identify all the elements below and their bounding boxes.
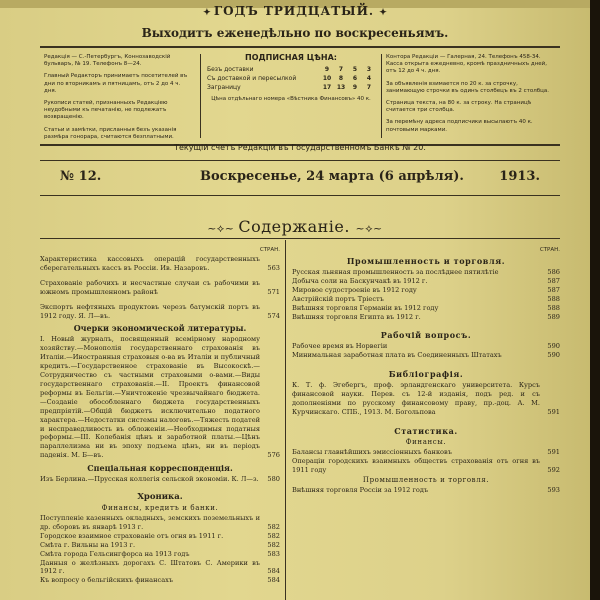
toc-entry-title: Балансы главнѣйшихъ эмиссіонныхъ банковъ: [292, 447, 452, 456]
section-heading-chronicle: Хроника.: [137, 492, 183, 503]
toc-entry[interactable]: [40, 303, 280, 321]
toc-entry-page: 590: [547, 342, 560, 351]
subsection-heading-industry-trade: Промышленность и торговля.: [362, 475, 490, 484]
toc-entry[interactable]: [40, 550, 280, 559]
price-row: [206, 74, 376, 83]
ornament-left-icon: ✦: [203, 8, 214, 18]
issue-number: № 12.: [60, 169, 102, 184]
info-right-1: Контора Редакціи — Галерная, 24. Телефонъ 458-34. Касса открыта ежедневно, кромѣ праздничныхъ дней, отъ 12 до 4 ч. дня.: [386, 54, 548, 75]
section-heading-correspondence: Спеціальная корреспонденція.: [87, 463, 233, 474]
column-divider: [285, 240, 286, 600]
toc-entry-title: Страхованіе рабочихъ и несчастные случаи съ рабочими въ южномъ промышленномъ районѣ: [40, 278, 260, 296]
toc-entry-title: Смѣта г. Вильны на 1913 г.: [40, 540, 136, 549]
info-left-1: Редакція — С.-Петербургъ, Коннозаводскій бульваръ, № 19. Телефонъ 8—24.: [44, 54, 171, 68]
price-value: 9: [324, 66, 330, 74]
section-heading-labor: Рабочій вопросъ.: [380, 330, 472, 341]
contents-rule: [40, 238, 560, 239]
toc-entry[interactable]: [292, 448, 560, 457]
price-value: 9: [352, 84, 358, 92]
subsection-heading-finance: Финансы, кредитъ и банки.: [101, 504, 219, 513]
toc-entry-page: 591: [547, 447, 560, 456]
year-text: ГОДЪ ТРИДЦАТЫЙ.: [213, 4, 375, 18]
price-value: 8: [338, 75, 344, 83]
toc-entry-page: 563: [267, 263, 280, 272]
info-left-3: Рукописи статей, признанныхъ Редакціею неудобными къ печатанію, не подлежатъ возвращенію.: [44, 100, 168, 121]
toc-entry-title: Городское взаимное страхованіе отъ огня въ 1911 г.: [40, 531, 224, 540]
toc-entry-page: 582: [267, 531, 280, 540]
toc-entry-page: 582: [267, 540, 280, 549]
year-line: [0, 4, 590, 18]
publication-info-box: [40, 46, 560, 146]
toc-entry-page: 589: [547, 312, 560, 321]
toc-entry-title: Операціи городскихъ взаимныхъ обществъ страхованія отъ огня въ 1911 году: [292, 456, 540, 474]
toc-entry-page: 591: [547, 407, 560, 416]
toc-entry-page: 593: [547, 485, 560, 494]
toc-entry-page: 582: [267, 522, 280, 531]
price-row: [206, 65, 376, 74]
toc-entry-title: Къ вопросу о бельгійскихъ финансахъ: [40, 576, 174, 585]
toc-entry[interactable]: [40, 514, 280, 532]
toc-entry[interactable]: [292, 304, 560, 313]
subscription-table: [206, 65, 376, 92]
price-value: 7: [366, 84, 372, 92]
toc-entry-title: Смѣта города Гельсингфорса на 1913 годъ: [40, 549, 190, 558]
subscription-title: ПОДПИСНАЯ ЦѢНА:: [245, 53, 337, 62]
toc-entry[interactable]: [40, 279, 280, 297]
toc-entry-title: Характеристика кассовыхъ операцій государственныхъ сберегательныхъ кассъ въ Россіи. Ив. Назаровъ.: [40, 255, 260, 272]
info-right-4: За перемѣну адреса подписчики высылаютъ 40 к. почтовыми марками.: [386, 119, 533, 133]
info-left-4: Статьи и замѣтки, присланныя безъ указанія размѣра гонорара, считаются безплатными.: [44, 126, 177, 140]
price-value: 13: [336, 84, 346, 92]
toc-entry-page: 592: [547, 465, 560, 474]
toc-entry[interactable]: [292, 351, 560, 360]
toc-entry[interactable]: [40, 335, 280, 460]
toc-entry[interactable]: [292, 486, 560, 495]
toc-entry[interactable]: [40, 255, 280, 273]
toc-entry-title: Рабочее время въ Норвегіи: [292, 342, 388, 351]
info-right-3: Страница текста, на 80 к. за строку. На страницѣ считается три столбца.: [386, 100, 532, 114]
issue-dateline: [40, 160, 560, 196]
ornament-right-icon: ✦: [379, 8, 387, 18]
toc-entry[interactable]: [292, 313, 560, 322]
contents-title: Содержаніе.: [238, 217, 350, 236]
toc-entry-title: Экспортъ нефтяныхъ продуктовъ черезъ батумскій портъ въ 1912 году. Я. Л—въ.: [40, 302, 260, 320]
price-value: 5: [352, 66, 358, 74]
toc-entry-page: 576: [267, 451, 280, 460]
toc-entry[interactable]: [40, 541, 280, 550]
page-column-header: СТРАН.: [539, 247, 560, 253]
flourish-left-icon: ~⟡~: [207, 222, 239, 235]
price-row: [206, 83, 376, 92]
toc-entry-page: 584: [267, 567, 280, 576]
toc-entry[interactable]: [40, 576, 280, 585]
toc-entry-title: Австрійскій портъ Тріестъ: [292, 294, 384, 303]
info-right-2: За объявленія взимается по 20 к. за строчку, занимающую строчки въ одинъ столбецъ въ 2 столбца.: [386, 80, 550, 94]
contents-heading: [0, 217, 590, 236]
price-value: 3: [366, 66, 372, 74]
toc-entry[interactable]: [292, 295, 560, 304]
price-value: 6: [352, 75, 358, 83]
toc-entry-page: 571: [267, 287, 280, 296]
price-label: Заграницу: [207, 84, 241, 92]
page-column-header: СТРАН.: [259, 247, 280, 253]
info-left-2: Главный Редакторъ принимаетъ посетителей въ дни по вторникамъ и пятницамъ, отъ 2 до 4 ч. дня.: [44, 73, 188, 94]
price-value: 4: [366, 75, 372, 83]
toc-entry[interactable]: [292, 286, 560, 295]
toc-entry-page: 574: [267, 311, 280, 320]
toc-entry-title: Данныя о желѣзныхъ дорогахъ С. Штатовъ С. Америки въ 1912 г.: [40, 558, 260, 576]
toc-entry[interactable]: [292, 268, 560, 277]
contents-right-column: [292, 247, 560, 495]
toc-entry[interactable]: [40, 559, 280, 577]
price-value: 17: [322, 84, 332, 92]
toc-entry-title: Поступленіе казенныхъ окладныхъ, земскихъ поземельныхъ и др. сборовъ въ январѣ 1913 г.: [40, 514, 260, 531]
toc-entry-title: Внѣшняя торговля Египта въ 1912 г.: [292, 312, 421, 321]
toc-entry[interactable]: [292, 381, 560, 417]
office-info: [386, 54, 556, 139]
toc-entry-page: 580: [267, 475, 280, 484]
toc-entry-title: Добыча соли на Баскунчакѣ въ 1912 г.: [292, 276, 428, 285]
toc-entry-title: Изъ Берлина.—Прусская коллегія сельской экономіи. К. Л—з.: [40, 475, 259, 484]
section-heading-industry-trade: Промышленность и торговля.: [346, 256, 506, 266]
toc-entry-title: Минимальная заработная плата въ Соединенныхъ Штатахъ: [292, 351, 502, 360]
contents-left-column: [40, 247, 280, 585]
section-heading-statistics: Статистика.: [394, 425, 458, 436]
bank-account-line: Текущій счетъ Редакціи въ Государственномъ Банкѣ № 20.: [174, 143, 426, 152]
issue-year: 1913.: [499, 169, 540, 184]
toc-entry[interactable]: [40, 475, 280, 484]
flourish-right-icon: ~⟡~: [355, 222, 383, 235]
subsection-heading-finance: Финансы.: [405, 437, 447, 446]
section-heading-bibliography: Библіографія.: [388, 369, 464, 380]
price-label: Безъ доставки: [207, 66, 254, 74]
section-heading-economic-literature: Очерки экономической литературы.: [73, 323, 247, 334]
toc-entry-title: Внѣшняя торговля Германіи въ 1912 году: [292, 303, 439, 312]
price-value: 7: [338, 66, 344, 74]
toc-entry-title: Мировое судостроеніе въ 1912 году: [292, 285, 417, 294]
toc-entry-page: 588: [547, 294, 560, 303]
toc-entry[interactable]: [40, 532, 280, 541]
toc-entry-page: 587: [547, 285, 560, 294]
toc-entry-title: Русская льняная промышленность за послѣднее пятилѣтіе: [292, 268, 499, 276]
toc-entry-page: 583: [267, 549, 280, 558]
toc-entry-page: 590: [547, 351, 560, 360]
issue-date: Воскресенье, 24 марта (6 апрѣля).: [200, 169, 464, 184]
toc-entry-page: 587: [547, 276, 560, 285]
weekly-line: Выходитъ еженедѣльно по воскресеньямъ.: [141, 26, 449, 40]
toc-entry-title: Внѣшняя торговля Россіи за 1912 годъ: [292, 485, 429, 494]
price-label: Съ доставкой и пересылкой: [207, 75, 297, 83]
toc-entry-page: 586: [547, 268, 560, 276]
toc-entry-page: 584: [267, 576, 280, 585]
toc-entry[interactable]: [292, 277, 560, 286]
price-value: 10: [322, 75, 332, 83]
toc-entry-title: К. Т. ф. Эгебергъ, проф. эрландгенскаго университета. Курсъ финансовой науки. Перев. съ 12-й изданія, подъ ред. и съ дополненіями по русскому финансовому праву, пр.-доц. А. М. Курчинскаго. СПБ., 1913. М. Богольпова: [292, 381, 540, 416]
toc-entry[interactable]: [292, 457, 560, 475]
editorial-info: [44, 54, 194, 146]
toc-entry-title: I. Новый журналъ, посвященный всемірному народному хозяйству.—Монополія государственнаго страхованія въ Италіи.—Иностранныя страховыя о-ва въ Италіи и публичный кредитъ.—Государственное страхованіе въ Высокоскѣ.—Сотрудничество съ частными страховыми о-вами.—Виды государственнаго страхованія.—II. Проектъ финансовой реформы въ Бельгіи.—Уничтоженіе чрезвычайнаго бюджета.—Созданіе обособленнаго бюджета государственныхъ предпріятій.—Общій бюджетъ исключительно податного характера.—Недостатки системы налоговъ.—Тяжесть податей и несправедливость въ обложеніи.—Необходимыя податныя реформы.—III. Колебанія цѣнъ и заработной платы.—Цѣнъ параллелизма ни въ эпоху подъема цѣнъ, ни въ періодъ паденія. М. Б—въ.: [40, 335, 260, 460]
toc-entry[interactable]: [292, 342, 560, 351]
single-issue-price: Цѣна отдѣльнаго номера «Вѣстника Финансовъ» 40 к.: [211, 96, 371, 103]
toc-entry-page: 588: [547, 303, 560, 312]
subscription-info: [200, 54, 382, 138]
